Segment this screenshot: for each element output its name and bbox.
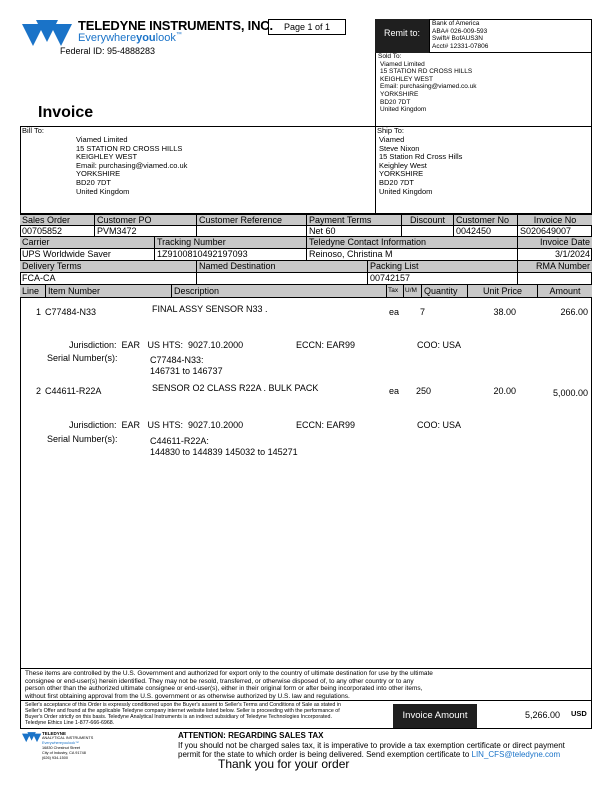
page-indicator: Page 1 of 1 <box>268 19 346 35</box>
order-info-header-row <box>20 214 592 226</box>
line-amount: 5,000.00 <box>552 388 588 398</box>
col-um: U/M <box>404 285 422 297</box>
delivery-value-row <box>20 273 592 285</box>
ship-to-line: YORKSHIRE <box>379 169 424 179</box>
company-tagline <box>78 32 182 44</box>
line-eccn: ECCN: EAR99 <box>296 340 356 350</box>
remit-swift: Swift# BofAUS3N <box>432 35 483 43</box>
tagline-tm: ™ <box>175 32 182 38</box>
ship-to-label: Ship To: <box>377 126 404 135</box>
sold-to-label: Sold To: <box>378 53 402 60</box>
remit-to-label: Remit to: <box>375 19 429 53</box>
ship-to-line: Viamed <box>379 135 405 144</box>
line-number: 1 <box>36 307 42 317</box>
export-notice-line: These items are controlled by the U.S. Government and authorized for export only to the country of ultimate destination for use by the ultimate <box>25 670 433 677</box>
line-quantity: 7 <box>420 307 426 317</box>
col-delivery-terms: Delivery Terms <box>20 261 197 272</box>
line-amount: 266.00 <box>560 307 588 317</box>
col-item-number: Item Number <box>46 285 172 297</box>
bill-to-line: YORKSHIRE <box>76 169 121 179</box>
invoice-amount-value: 5,266.00 <box>524 710 560 720</box>
col-sales-order: Sales Order <box>20 215 95 226</box>
line-serial-label: Serial Number(s): <box>47 353 118 363</box>
bill-to-line: KEIGHLEY WEST <box>76 152 138 162</box>
invoice-amount-currency: USD <box>571 709 587 718</box>
remit-bank: Bank of America <box>432 20 480 27</box>
export-notice-line: person other than the authorized ultimate consignee or end-user(s), either in their original form or after being incorporated into other items, <box>25 685 423 693</box>
line-um: ea <box>389 386 400 396</box>
bill-to-line: Viamed Limited <box>76 135 128 144</box>
order-info-value-row <box>20 226 592 237</box>
shipping-header-row <box>20 237 592 249</box>
col-payment-terms: Payment Terms <box>307 215 402 226</box>
val-rma-number <box>518 273 592 284</box>
line-eccn: ECCN: EAR99 <box>296 420 356 430</box>
footer-logo-line: (626) 934-1500 <box>42 756 68 760</box>
footer-logo-line: 16830 Chestnut Street <box>42 746 80 750</box>
col-packing-list: Packing List <box>368 261 518 272</box>
line-serial-label: Serial Number(s): <box>47 434 118 444</box>
line-coo: COO: USA <box>417 420 462 430</box>
line-description: SENSOR O2 CLASS R22A . BULK PACK <box>152 383 319 393</box>
col-invoice-no: Invoice No <box>533 215 577 225</box>
bill-to-line: 15 STATION RD CROSS HILLS <box>76 143 183 153</box>
shipping-value-row <box>20 249 592 261</box>
col-named-destination: Named Destination <box>197 261 368 272</box>
ship-to-line: Steve Nixon <box>379 143 420 153</box>
thank-you-message: Thank you for your order <box>218 757 350 771</box>
col-tracking-number: Tracking Number <box>155 237 307 248</box>
tagline-part-a: Everywhere <box>78 32 137 44</box>
col-tax: Tax <box>387 285 404 297</box>
line-item-number: C44611-R22A <box>45 386 102 396</box>
export-notice-line: consignee or end-user(s) herein identified. They may not be resold, transferred, or otherwise disposed of, to any other country or to any <box>25 677 414 685</box>
line-unit-price: 38.00 <box>493 307 516 317</box>
sold-to-line: Email: purchasing@viamed.co.uk <box>380 83 477 91</box>
val-customer-reference <box>197 226 307 236</box>
ship-to-line: Keighley West <box>379 160 427 170</box>
col-unit-price: Unit Price <box>468 285 538 297</box>
ship-to-line: United Kingdom <box>379 186 433 196</box>
sales-tax-line-1: If you should not be charged sales tax, it is imperative to provide a tax exemption certificate or direct payment <box>178 741 565 750</box>
line-serial-part: C44611-R22A: <box>150 436 209 446</box>
line-number: 2 <box>36 386 42 396</box>
val-customer-po: PVM3472 <box>95 226 197 236</box>
line-serial-part: C77484-N33: <box>150 355 204 365</box>
terms-notice-line: Buyer's Order strictly on this basis. Teledyne Analytical Instruments is an indirect subsidiary of Teledyne Technologies Incorporated. <box>25 714 332 720</box>
col-rma-number: RMA Number <box>535 261 590 271</box>
val-sales-order: 00705852 <box>20 226 95 236</box>
line-item-number: C77484-N33 <box>45 307 97 317</box>
bill-to-line: BD20 7DT <box>76 177 112 187</box>
line-jurisdiction: Jurisdiction: EAR US HTS: 9027.10.2000 <box>69 340 244 350</box>
bill-to-line: Email: purchasing@viamed.co.uk <box>76 160 188 170</box>
bill-to-address <box>76 136 187 196</box>
footer-logo-line: Everywhereyoulook™ <box>42 741 79 745</box>
sales-tax-attention: ATTENTION: REGARDING SALES TAX <box>178 731 324 740</box>
sales-tax-line-2-text: permit for the state to which order is being delivered. Send exemption certificate to <box>178 750 470 759</box>
sold-to-line: YORKSHIRE <box>380 90 419 98</box>
val-carrier: UPS Worldwide Saver <box>20 249 155 260</box>
val-contact-info: Reinoso, Christina M <box>307 249 518 260</box>
line-serial-range: 146731 to 146737 <box>150 366 223 376</box>
bill-to-label: Bill To: <box>22 126 44 135</box>
export-notice-line: without first obtaining approval from the U.S. government or as otherwise authorized by U.S. law and regulations. <box>25 692 350 700</box>
remit-aba: ABA# 026-009-593 <box>432 27 488 35</box>
sold-to-line: United Kingdom <box>380 106 427 114</box>
col-customer-reference: Customer Reference <box>197 215 307 226</box>
invoice-title: Invoice <box>38 104 94 121</box>
invoice-amount-label: Invoice Amount <box>393 704 477 728</box>
sold-to-line: 15 STATION RD CROSS HILLS <box>380 68 473 76</box>
val-discount <box>402 226 454 236</box>
val-packing-list: 00742157 <box>368 273 518 284</box>
footer-logo-line: ANALYTICAL INSTRUMENTS <box>42 736 94 740</box>
line-items-header-row <box>20 285 592 298</box>
line-jurisdiction: Jurisdiction: EAR US HTS: 9027.10.2000 <box>69 420 244 430</box>
val-invoice-no: S020649007 <box>520 226 572 236</box>
col-carrier: Carrier <box>20 237 155 248</box>
line-unit-price: 20.00 <box>493 386 516 396</box>
ship-divider <box>375 127 376 213</box>
line-quantity: 250 <box>416 386 432 396</box>
federal-id: Federal ID: 95-4888283 <box>60 46 156 56</box>
remit-acct: Acct# 12331-07806 <box>432 42 489 50</box>
teledyne-footer-logo-icon <box>22 732 42 743</box>
footer-logo-line: City of Industry, CA 91748 <box>42 751 86 755</box>
sold-to-line: Viamed Limited <box>380 60 425 68</box>
col-quantity: Quantity <box>422 285 468 297</box>
line-serial-range: 144830 to 144839 145032 to 145271 <box>150 447 298 457</box>
col-customer-po: Customer PO <box>95 215 197 226</box>
val-delivery-terms: FCA-CA <box>20 273 197 284</box>
terms-notice-line: Seller's Offer and found at the applicable Teledyne company internet website listed below. Seller is proceeding with the performance of <box>25 708 340 714</box>
sold-to-line: BD20 7DT <box>380 98 411 106</box>
terms-notice-line: Teledyne Ethics Line 1-877-666-6968. <box>25 720 115 726</box>
ship-to-address <box>379 136 462 196</box>
col-invoice-date: Invoice Date <box>539 237 590 247</box>
val-named-destination <box>197 273 368 284</box>
line-description: FINAL ASSY SENSOR N33 . <box>152 304 268 314</box>
tagline-part-b: you <box>136 32 156 44</box>
delivery-header-row <box>20 261 592 273</box>
ship-to-line: 15 Station Rd Cross Hills <box>379 152 463 162</box>
line-um: ea <box>389 307 400 317</box>
val-tracking-number: 1Z9100810492197093 <box>155 249 307 260</box>
col-description: Description <box>172 285 387 297</box>
footer-logo-line: TELEDYNE <box>42 731 67 736</box>
col-contact-info: Teledyne Contact Information <box>307 237 518 248</box>
col-customer-no: Customer No <box>454 215 518 226</box>
sold-to-box <box>375 53 592 127</box>
val-customer-no: 0042450 <box>454 226 518 236</box>
val-invoice-date: 3/1/2024 <box>554 249 590 259</box>
col-discount: Discount <box>402 215 454 226</box>
remit-to-box <box>429 19 592 53</box>
exemption-email-link[interactable]: LIN_CFS@teledyne.com <box>471 750 561 759</box>
terms-notice-line: Seller's acceptance of this Order is expressly conditioned upon the Buyer's assent to Seller's Terms and Conditions of Sale as stated in <box>25 702 341 708</box>
col-line: Line <box>20 285 46 297</box>
tagline-part-c: look <box>155 32 176 44</box>
line-coo: COO: USA <box>417 340 462 350</box>
col-amount: Amount <box>549 286 581 296</box>
val-payment-terms: Net 60 <box>307 226 402 236</box>
ship-to-line: BD20 7DT <box>379 177 415 187</box>
teledyne-logo-icon <box>22 20 74 48</box>
export-notice <box>20 668 592 701</box>
sold-to-line: KEIGHLEY WEST <box>380 75 433 83</box>
company-name: TELEDYNE INSTRUMENTS, INC. <box>78 18 273 33</box>
bill-to-line: United Kingdom <box>76 186 130 196</box>
